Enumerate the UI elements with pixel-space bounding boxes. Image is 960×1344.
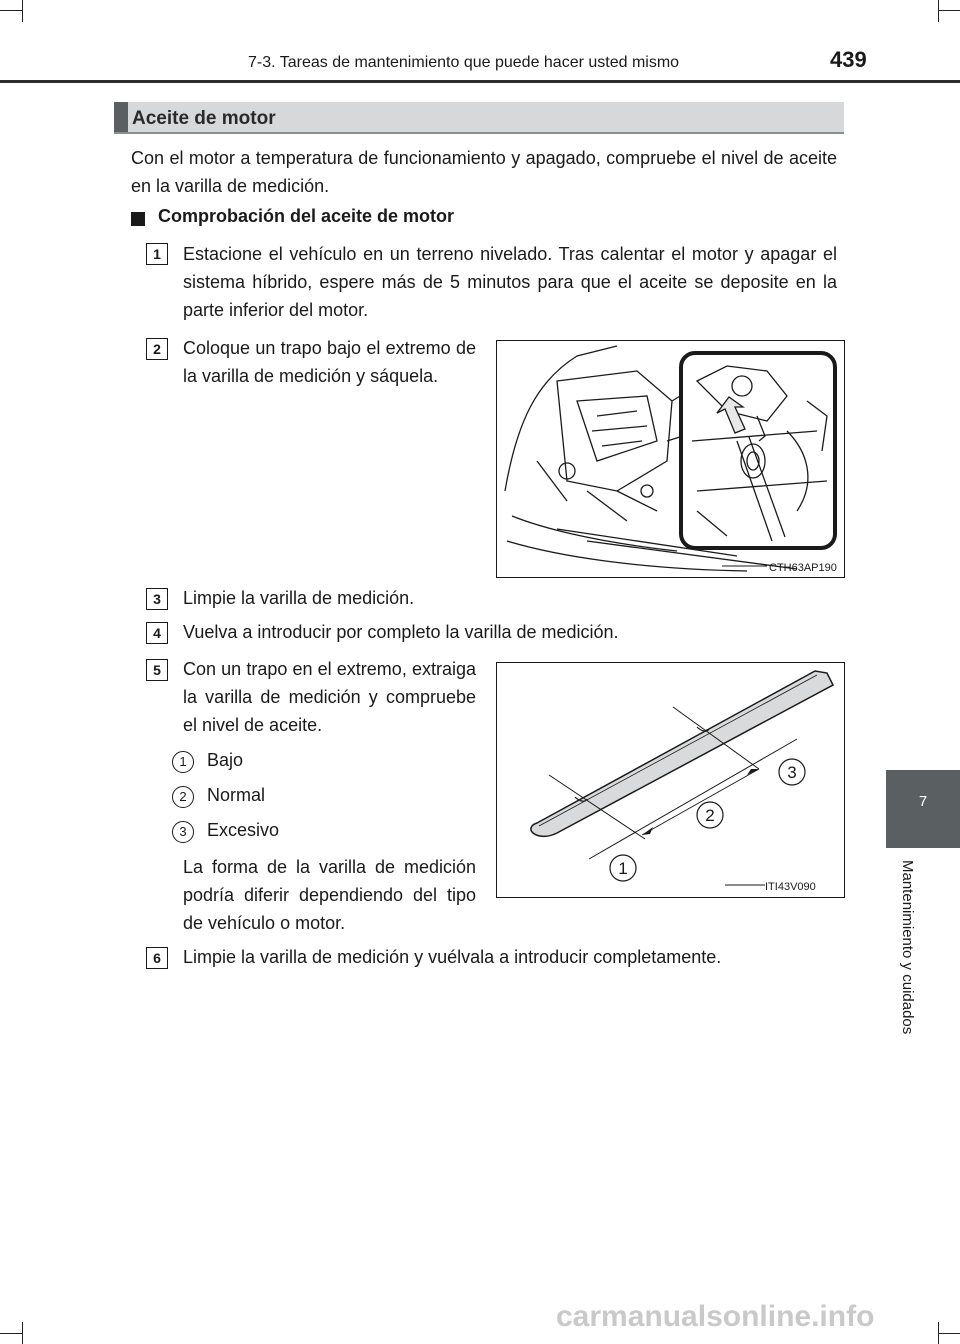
watermark: carmanualsonline.info (556, 1300, 875, 1333)
step-number: 1 (146, 243, 168, 265)
section-heading-underline (114, 132, 844, 134)
crop-mark (938, 0, 939, 22)
engine-bay-figure (496, 340, 845, 578)
step-text: Limpie la varilla de medición y vuélvala a introducir completamente. (183, 947, 722, 967)
subsection-square-icon (131, 212, 145, 226)
engine-bay-illustration (497, 341, 843, 576)
level-label: Normal (207, 785, 266, 805)
step-number: 6 (146, 947, 168, 969)
section-heading-marker (114, 102, 128, 134)
step-number: 2 (146, 338, 168, 360)
dipstick-illustration (497, 663, 843, 896)
step-text: Limpie la varilla de medición. (183, 588, 415, 608)
callout-label: 3 (787, 763, 797, 782)
step-note: La forma de la varilla de medición podría diferir dependiendo del tipo de vehículo o motor. (183, 857, 476, 933)
crop-mark (0, 10, 22, 11)
step-text: Coloque un trapo bajo el extremo de la varilla de medición y sáquela. (183, 338, 476, 386)
level-number: 1 (172, 751, 194, 773)
chapter-tab-number: 7 (918, 793, 928, 810)
figure-code: ITI43V090 (765, 881, 816, 893)
section-title: Aceite de motor (132, 108, 276, 129)
dipstick-figure (496, 662, 845, 898)
step-number: 4 (146, 622, 168, 644)
callout-label: 1 (618, 859, 628, 878)
crop-mark (0, 1333, 22, 1334)
figure-code: CTH63AP190 (769, 562, 837, 574)
crop-mark (22, 1322, 23, 1344)
step-text: Estacione el vehículo en un terreno nivelado. Tras calentar el motor y apagar el sistema híbrido, espere más de 5 minutos para que el aceite se deposite en la parte inferior del motor. (183, 244, 837, 320)
step-text: Con un trapo en el extremo, extraiga la varilla de medición y compruebe el nivel de aceite. (183, 659, 476, 735)
page-number: 439 (830, 47, 867, 72)
crop-mark (938, 1322, 939, 1344)
chapter-tab-label: Mantenimiento y cuidados (899, 860, 916, 1035)
step-number: 3 (146, 588, 168, 610)
chapter-title: 7-3. Tareas de mantenimiento que puede hacer usted mismo (248, 54, 680, 71)
crop-mark (938, 1333, 960, 1334)
level-label: Excesivo (207, 820, 280, 840)
crop-mark (22, 0, 23, 22)
subsection-title: Comprobación del aceite de motor (158, 206, 455, 226)
crop-mark (938, 10, 960, 11)
level-number: 3 (172, 821, 194, 843)
level-label: Bajo (207, 750, 244, 770)
callout-label: 2 (705, 806, 715, 825)
step-text: Vuelva a introducir por completo la varilla de medición. (183, 622, 619, 642)
step-number: 5 (146, 659, 168, 681)
section-intro: Con el motor a temperatura de funcionamiento y apagado, compruebe el nivel de aceite en la varilla de medición. (131, 148, 837, 196)
level-number: 2 (172, 786, 194, 808)
header-rule (0, 80, 960, 83)
